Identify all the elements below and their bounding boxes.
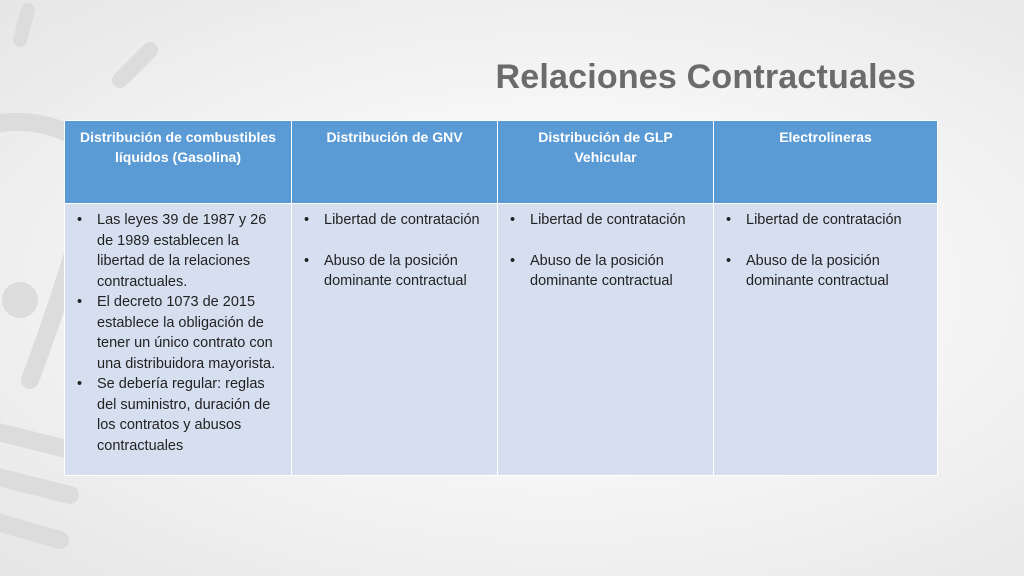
bullet-list xyxy=(298,210,489,292)
cell-liquid-fuels xyxy=(65,204,292,476)
list-item: • Las leyes 39 de 1987 y 26 de 1989 establecen la libertad de la relaciones contractuales. xyxy=(97,210,283,292)
cell-gnv xyxy=(292,204,498,476)
list-item: • Libertad de contratación xyxy=(530,210,705,231)
list-item: • Abuso de la posición dominante contractual xyxy=(530,251,705,292)
bullet-list xyxy=(504,210,705,292)
list-item: • Se debería regular: reglas del suministro, duración de los contratos y abusos contractuales xyxy=(97,374,283,456)
header-gnv: Distribución de GNV xyxy=(292,121,498,204)
bullet-list xyxy=(720,210,929,292)
header-liquid-fuels: Distribución de combustibles líquidos (Gasolina) xyxy=(65,121,292,204)
list-item: • El decreto 1073 de 2015 establece la obligación de tener un único contrato con una distribuidora mayorista. xyxy=(97,292,283,374)
table-row xyxy=(65,204,938,476)
list-item: • Abuso de la posición dominante contractual xyxy=(746,251,929,292)
list-item: • Libertad de contratación xyxy=(324,210,489,231)
list-item: • Abuso de la posición dominante contractual xyxy=(324,251,489,292)
bullet-list xyxy=(71,210,283,456)
slide-title: Relaciones Contractuales xyxy=(495,58,916,96)
table-header-row xyxy=(65,121,938,204)
contract-relations-table xyxy=(64,120,937,476)
list-item: • Libertad de contratación xyxy=(746,210,929,231)
cell-glp-vehicular xyxy=(498,204,714,476)
cell-electrolineras xyxy=(714,204,938,476)
header-glp-vehicular: Distribución de GLP Vehicular xyxy=(498,121,714,204)
header-electrolineras: Electrolineras xyxy=(714,121,938,204)
